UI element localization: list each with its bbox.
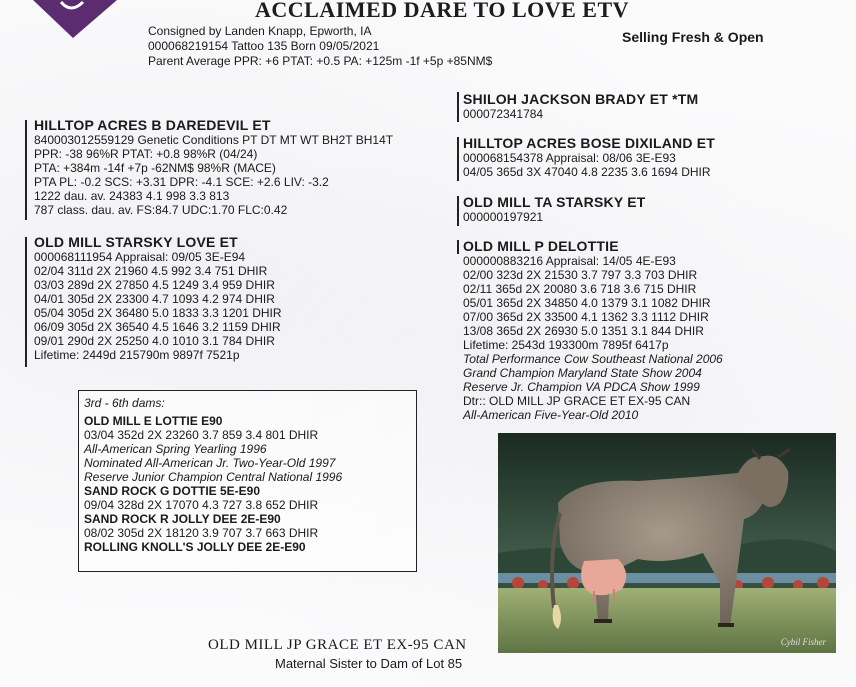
dam-of-sire-name: HILLTOP ACRES BOSE DIXILAND ET	[463, 135, 716, 151]
dam-of-sire-bracket	[457, 137, 459, 181]
ancestral-dam-name: SAND ROCK G DOTTIE 5E-E90	[84, 484, 261, 498]
dam-of-dam-honor: Grand Champion Maryland State Show 2004	[463, 366, 702, 380]
sire-of-sire-name: SHILOH JACKSON BRADY ET *TM	[463, 91, 699, 107]
sire-of-dam-name: OLD MILL TA STARSKY ET	[463, 194, 646, 210]
dam-of-dam-detail: 000000883216 Appraisal: 14/05 4E-E93	[463, 254, 676, 268]
cow-photo	[498, 433, 836, 653]
ancestral-dam-honor: Reserve Junior Champion Central National 1996	[84, 470, 343, 484]
dam-bracket	[25, 237, 27, 367]
selling-status: Selling Fresh & Open	[622, 29, 764, 45]
dam-of-dam-record: 05/01 365d 2X 34850 4.0 1379 3.1 1082 DHIR	[463, 296, 711, 310]
sire-of-dam-detail: 000000197921	[463, 210, 544, 224]
sire-bracket	[25, 120, 27, 220]
dam-record-line: 06/09 305d 2X 36540 4.5 1646 3.2 1159 DHIR	[34, 320, 281, 334]
ancestral-dam-name: OLD MILL E LOTTIE E90	[84, 414, 223, 428]
dam-of-dam-honor: Total Performance Cow Southeast National 2006	[463, 352, 723, 366]
dam-of-dam-block	[463, 238, 723, 422]
sire-detail-line: 787 class. dau. av. FS:84.7 UDC:1.70 FLC:0.42	[34, 203, 288, 217]
photographer-signature: Cybil Fisher	[780, 637, 826, 647]
sire-name: HILLTOP ACRES B DAREDEVIL ET	[34, 117, 271, 133]
dam-of-sire-detail: 000068154378 Appraisal: 08/06 3E-E93	[463, 151, 676, 165]
sire-of-sire-block	[463, 91, 698, 121]
ancestral-dam-record: 08/02 305d 2X 18120 3.9 707 3.7 663 DHIR	[84, 526, 319, 540]
daughter-honor: All-American Five-Year-Old 2010	[463, 408, 639, 422]
dam-of-sire-record: 04/05 365d 3X 47040 4.8 2235 3.6 1694 DHIR	[463, 165, 711, 179]
dam-name: OLD MILL STARSKY LOVE ET	[34, 234, 238, 250]
ancestral-dam-honor: All-American Spring Yearling 1996	[84, 442, 267, 456]
consignor-line: Consigned by Landen Knapp, Epworth, IA	[148, 24, 372, 38]
dam-lifetime-line: Lifetime: 2449d 215790m 9897f 7521p	[34, 348, 240, 362]
ancestral-dam-name: SAND ROCK R JOLLY DEE 2E-E90	[84, 512, 281, 526]
dam-detail-line: 000068111954 Appraisal: 09/05 3E-E94	[34, 250, 246, 264]
dam-record-line: 02/04 311d 2X 21960 4.5 992 3.4 751 DHIR	[34, 264, 268, 278]
dam-of-dam-daughter: Dtr:: OLD MILL JP GRACE ET EX-95 CAN	[463, 394, 691, 408]
dam-of-sire-block	[463, 135, 715, 179]
ancestral-dam-record: 09/04 328d 2X 17070 4.3 727 3.8 652 DHIR	[84, 498, 319, 512]
dam-of-dam-record: 13/08 365d 2X 26930 5.0 1351 3.1 844 DHIR	[463, 324, 704, 338]
ancestral-dams-list	[84, 396, 342, 554]
dam-record-line: 09/01 290d 2X 25250 4.0 1010 3.1 784 DHIR	[34, 334, 275, 348]
sire-of-sire-bracket	[457, 92, 459, 122]
dam-of-dam-lifetime: Lifetime: 2543d 193300m 7895f 6417p	[463, 338, 669, 352]
lot-title: ACCLAIMED DARE TO LOVE ETV	[255, 0, 630, 22]
dam-of-dam-honor: Reserve Jr. Champion VA PDCA Show 1999	[463, 380, 700, 394]
dam-of-dam-record: 02/00 323d 2X 21530 3.7 797 3.3 703 DHIR	[463, 268, 698, 282]
brand-logo	[25, 0, 125, 40]
sire-block	[34, 117, 393, 217]
sire-of-dam-block	[463, 194, 646, 224]
dam-block	[34, 234, 282, 362]
ancestral-dams-box	[78, 390, 417, 572]
sire-detail-line: 840003012559129 Genetic Conditions PT DT MT WT BH2T BH14T	[34, 133, 394, 147]
cow-illustration	[498, 433, 836, 653]
dam-record-line: 03/03 289d 2X 27850 4.5 1249 3.4 959 DHIR	[34, 278, 275, 292]
sire-detail-line: PTA PL: -0.2 SCS: +3.31 DPR: -4.1 SCE: +2.6 LIV: -3.2	[34, 175, 329, 189]
photo-subcaption: Maternal Sister to Dam of Lot 85	[275, 656, 463, 671]
sire-of-sire-detail: 000072341784	[463, 107, 544, 121]
dams-box-heading: 3rd - 6th dams:	[84, 396, 165, 410]
dam-of-dam-record: 02/11 365d 2X 20080 3.6 718 3.6 715 DHIR	[463, 282, 697, 296]
dam-record-line: 05/04 305d 2X 36480 5.0 1833 3.3 1201 DHIR	[34, 306, 282, 320]
sire-detail-line: PTA: +384m -14f +7p -62NM$ 98%R (MACE)	[34, 161, 276, 175]
sire-of-dam-bracket	[457, 196, 459, 226]
dam-of-dam-record: 07/00 365d 2X 33500 4.1 1362 3.3 1112 DHIR	[463, 310, 709, 324]
ancestral-dam-honor: Nominated All-American Jr. Two-Year-Old 1997	[84, 456, 336, 470]
sire-detail-line: PPR: -38 96%R PTAT: +0.8 98%R (04/24)	[34, 147, 258, 161]
dam-of-dam-bracket	[457, 240, 459, 254]
parent-average-line: Parent Average PPR: +6 PTAT: +0.5 PA: +125m -1f +5p +85NM$	[148, 54, 493, 68]
ancestral-dam-record: 03/04 352d 2X 23260 3.7 859 3.4 801 DHIR	[84, 428, 319, 442]
sire-detail-line: 1222 dau. av. 24383 4.1 998 3.3 813	[34, 189, 230, 203]
ancestral-dam-name: ROLLING KNOLL'S JOLLY DEE 2E-E90	[84, 540, 306, 554]
dam-of-dam-name: OLD MILL P DELOTTIE	[463, 238, 619, 254]
consignor-info	[148, 24, 492, 69]
photo-caption: OLD MILL JP GRACE ET EX-95 CAN	[208, 637, 467, 653]
registration-line: 000068219154 Tattoo 135 Born 09/05/2021	[148, 39, 380, 53]
dam-record-line: 04/01 305d 2X 23300 4.7 1093 4.2 974 DHIR	[34, 292, 275, 306]
